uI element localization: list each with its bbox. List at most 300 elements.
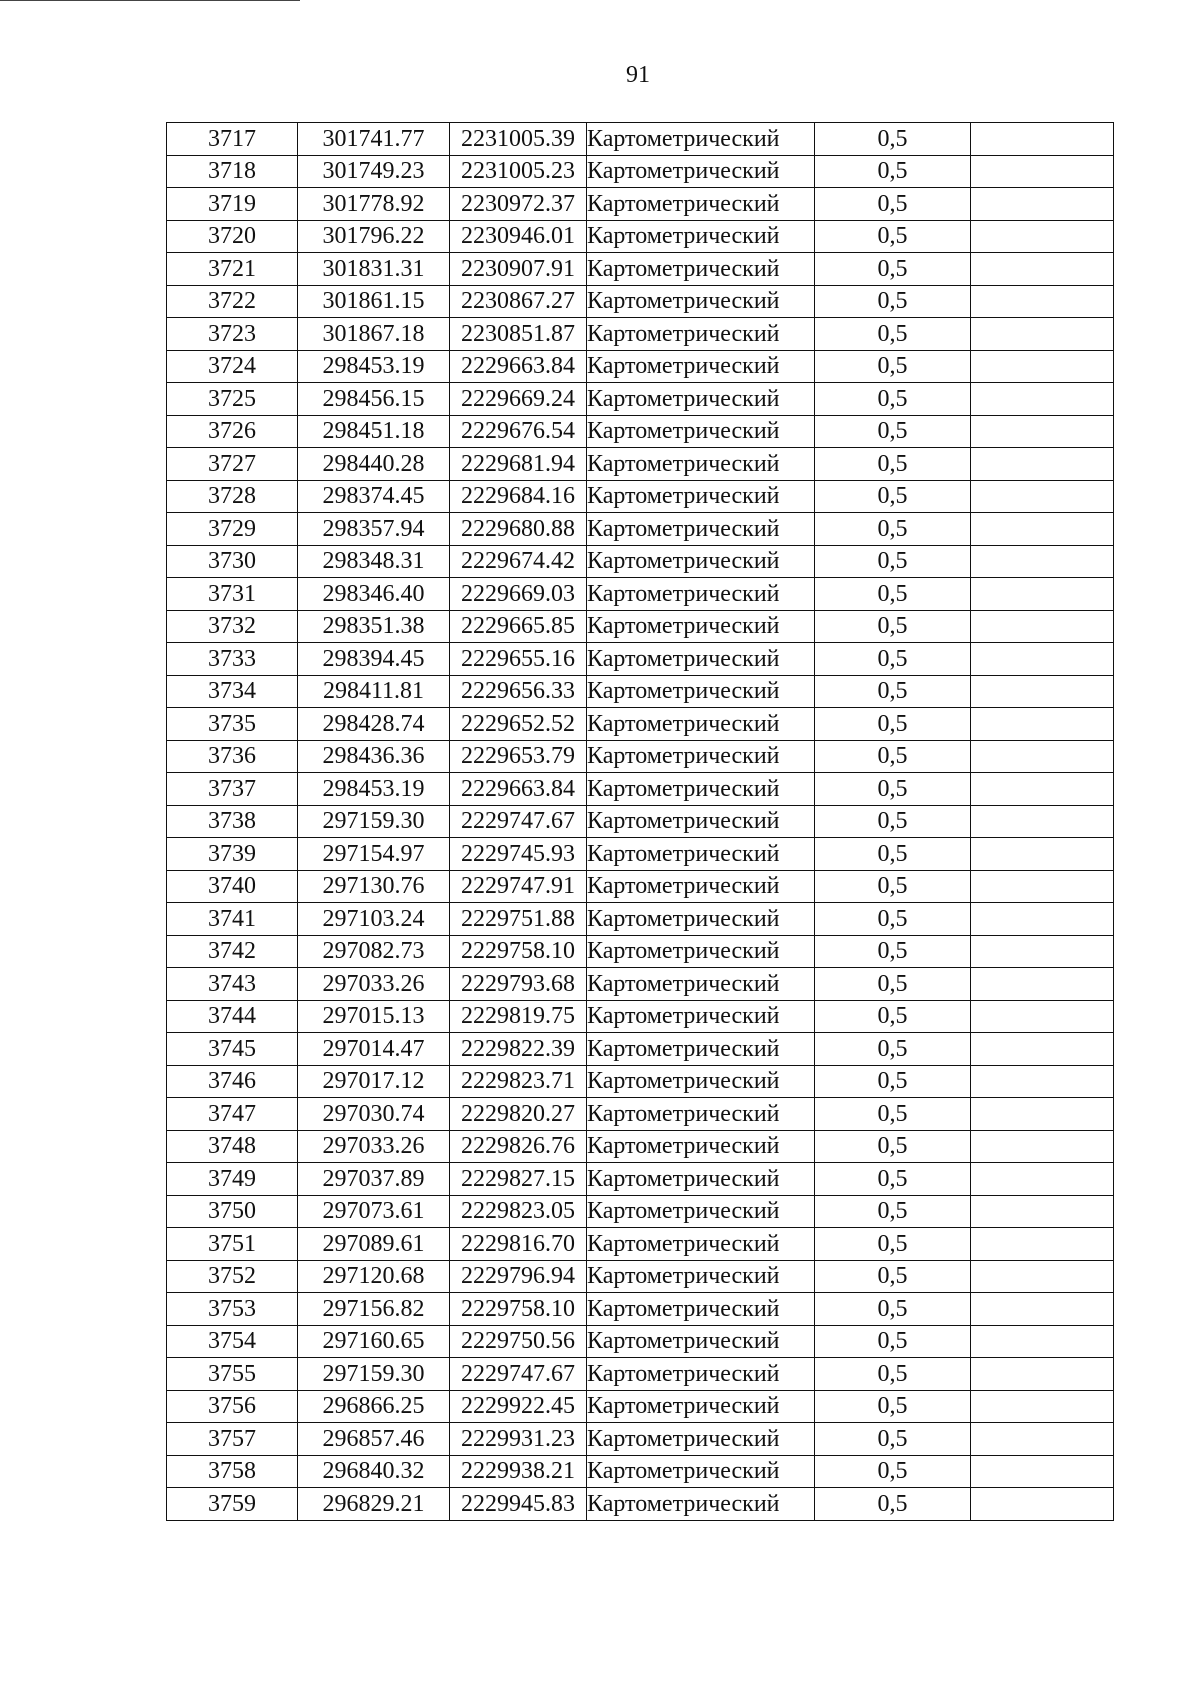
- empty-cell: [971, 415, 1114, 448]
- empty-cell: [971, 903, 1114, 936]
- accuracy-cell: 0,5: [815, 1488, 971, 1521]
- x-coordinate-cell: 298357.94: [298, 513, 450, 546]
- empty-cell: [971, 253, 1114, 286]
- point-number-cell: 3724: [167, 350, 298, 383]
- x-coordinate-cell: 297073.61: [298, 1195, 450, 1228]
- method-cell: Картометрический: [587, 1293, 815, 1326]
- empty-cell: [971, 513, 1114, 546]
- table-row: [167, 188, 1114, 221]
- accuracy-cell: 0,5: [815, 1293, 971, 1326]
- point-number-cell: 3726: [167, 415, 298, 448]
- table-row: [167, 415, 1114, 448]
- method-cell: Картометрический: [587, 123, 815, 156]
- accuracy-cell: 0,5: [815, 1423, 971, 1456]
- y-coordinate-cell: 2229823.71: [450, 1065, 587, 1098]
- x-coordinate-cell: 298374.45: [298, 480, 450, 513]
- point-number-cell: 3741: [167, 903, 298, 936]
- accuracy-cell: 0,5: [815, 675, 971, 708]
- table-row: [167, 1000, 1114, 1033]
- accuracy-cell: 0,5: [815, 480, 971, 513]
- y-coordinate-cell: 2231005.39: [450, 123, 587, 156]
- y-coordinate-cell: 2229826.76: [450, 1130, 587, 1163]
- method-cell: Картометрический: [587, 318, 815, 351]
- y-coordinate-cell: 2229758.10: [450, 1293, 587, 1326]
- x-coordinate-cell: 301861.15: [298, 285, 450, 318]
- method-cell: Картометрический: [587, 350, 815, 383]
- method-cell: Картометрический: [587, 1065, 815, 1098]
- table-row: [167, 1358, 1114, 1391]
- point-number-cell: 3754: [167, 1325, 298, 1358]
- method-cell: Картометрический: [587, 1390, 815, 1423]
- empty-cell: [971, 1390, 1114, 1423]
- accuracy-cell: 0,5: [815, 1390, 971, 1423]
- point-number-cell: 3755: [167, 1358, 298, 1391]
- point-number-cell: 3725: [167, 383, 298, 416]
- point-number-cell: 3749: [167, 1163, 298, 1196]
- empty-cell: [971, 838, 1114, 871]
- method-cell: Картометрический: [587, 1358, 815, 1391]
- x-coordinate-cell: 301831.31: [298, 253, 450, 286]
- table-row: [167, 1098, 1114, 1131]
- accuracy-cell: 0,5: [815, 188, 971, 221]
- y-coordinate-cell: 2229747.67: [450, 1358, 587, 1391]
- x-coordinate-cell: 297017.12: [298, 1065, 450, 1098]
- accuracy-cell: 0,5: [815, 1163, 971, 1196]
- empty-cell: [971, 968, 1114, 1001]
- y-coordinate-cell: 2229676.54: [450, 415, 587, 448]
- x-coordinate-cell: 297033.26: [298, 968, 450, 1001]
- point-number-cell: 3717: [167, 123, 298, 156]
- table-row: [167, 1488, 1114, 1521]
- x-coordinate-cell: 296857.46: [298, 1423, 450, 1456]
- point-number-cell: 3756: [167, 1390, 298, 1423]
- y-coordinate-cell: 2229816.70: [450, 1228, 587, 1261]
- point-number-cell: 3737: [167, 773, 298, 806]
- empty-cell: [971, 480, 1114, 513]
- accuracy-cell: 0,5: [815, 708, 971, 741]
- empty-cell: [971, 1325, 1114, 1358]
- table-row: [167, 155, 1114, 188]
- point-number-cell: 3733: [167, 643, 298, 676]
- empty-cell: [971, 1260, 1114, 1293]
- empty-cell: [971, 1293, 1114, 1326]
- y-coordinate-cell: 2229684.16: [450, 480, 587, 513]
- accuracy-cell: 0,5: [815, 1228, 971, 1261]
- empty-cell: [971, 1455, 1114, 1488]
- table-row: [167, 805, 1114, 838]
- x-coordinate-cell: 301778.92: [298, 188, 450, 221]
- point-number-cell: 3736: [167, 740, 298, 773]
- method-cell: Картометрический: [587, 1195, 815, 1228]
- y-coordinate-cell: 2229665.85: [450, 610, 587, 643]
- accuracy-cell: 0,5: [815, 383, 971, 416]
- empty-cell: [971, 578, 1114, 611]
- accuracy-cell: 0,5: [815, 740, 971, 773]
- point-number-cell: 3727: [167, 448, 298, 481]
- point-number-cell: 3748: [167, 1130, 298, 1163]
- accuracy-cell: 0,5: [815, 578, 971, 611]
- y-coordinate-cell: 2229655.16: [450, 643, 587, 676]
- method-cell: Картометрический: [587, 740, 815, 773]
- point-number-cell: 3746: [167, 1065, 298, 1098]
- table-row: [167, 578, 1114, 611]
- empty-cell: [971, 123, 1114, 156]
- x-coordinate-cell: 298428.74: [298, 708, 450, 741]
- point-number-cell: 3731: [167, 578, 298, 611]
- table-row: [167, 350, 1114, 383]
- table-row: [167, 935, 1114, 968]
- empty-cell: [971, 1195, 1114, 1228]
- y-coordinate-cell: 2229653.79: [450, 740, 587, 773]
- empty-cell: [971, 545, 1114, 578]
- page-number: 91: [626, 62, 650, 88]
- accuracy-cell: 0,5: [815, 805, 971, 838]
- empty-cell: [971, 155, 1114, 188]
- accuracy-cell: 0,5: [815, 155, 971, 188]
- table-row: [167, 253, 1114, 286]
- method-cell: Картометрический: [587, 480, 815, 513]
- y-coordinate-cell: 2230867.27: [450, 285, 587, 318]
- table-row: [167, 545, 1114, 578]
- point-number-cell: 3752: [167, 1260, 298, 1293]
- table-row: [167, 675, 1114, 708]
- accuracy-cell: 0,5: [815, 285, 971, 318]
- accuracy-cell: 0,5: [815, 935, 971, 968]
- y-coordinate-cell: 2229747.91: [450, 870, 587, 903]
- empty-cell: [971, 740, 1114, 773]
- x-coordinate-cell: 298346.40: [298, 578, 450, 611]
- empty-cell: [971, 1163, 1114, 1196]
- accuracy-cell: 0,5: [815, 1033, 971, 1066]
- y-coordinate-cell: 2229663.84: [450, 773, 587, 806]
- method-cell: Картометрический: [587, 1423, 815, 1456]
- y-coordinate-cell: 2230972.37: [450, 188, 587, 221]
- table-row: [167, 1423, 1114, 1456]
- point-number-cell: 3743: [167, 968, 298, 1001]
- method-cell: Картометрический: [587, 773, 815, 806]
- accuracy-cell: 0,5: [815, 253, 971, 286]
- point-number-cell: 3735: [167, 708, 298, 741]
- table-row: [167, 1325, 1114, 1358]
- point-number-cell: 3753: [167, 1293, 298, 1326]
- method-cell: Картометрический: [587, 383, 815, 416]
- empty-cell: [971, 448, 1114, 481]
- table-row: [167, 1228, 1114, 1261]
- point-number-cell: 3738: [167, 805, 298, 838]
- y-coordinate-cell: 2229793.68: [450, 968, 587, 1001]
- method-cell: Картометрический: [587, 1163, 815, 1196]
- point-number-cell: 3758: [167, 1455, 298, 1488]
- x-coordinate-cell: 297159.30: [298, 805, 450, 838]
- method-cell: Картометрический: [587, 1325, 815, 1358]
- empty-cell: [971, 1033, 1114, 1066]
- table-row: [167, 285, 1114, 318]
- method-cell: Картометрический: [587, 1000, 815, 1033]
- x-coordinate-cell: 296866.25: [298, 1390, 450, 1423]
- point-number-cell: 3742: [167, 935, 298, 968]
- empty-cell: [971, 383, 1114, 416]
- accuracy-cell: 0,5: [815, 1195, 971, 1228]
- table-row: [167, 968, 1114, 1001]
- x-coordinate-cell: 301796.22: [298, 220, 450, 253]
- x-coordinate-cell: 297120.68: [298, 1260, 450, 1293]
- empty-cell: [971, 285, 1114, 318]
- method-cell: Картометрический: [587, 903, 815, 936]
- scan-edge-line: [0, 0, 300, 1]
- method-cell: Картометрический: [587, 155, 815, 188]
- x-coordinate-cell: 298348.31: [298, 545, 450, 578]
- x-coordinate-cell: 298456.15: [298, 383, 450, 416]
- point-number-cell: 3732: [167, 610, 298, 643]
- x-coordinate-cell: 297033.26: [298, 1130, 450, 1163]
- y-coordinate-cell: 2229820.27: [450, 1098, 587, 1131]
- table-row: [167, 220, 1114, 253]
- point-number-cell: 3729: [167, 513, 298, 546]
- y-coordinate-cell: 2229669.03: [450, 578, 587, 611]
- y-coordinate-cell: 2229681.94: [450, 448, 587, 481]
- point-number-cell: 3757: [167, 1423, 298, 1456]
- empty-cell: [971, 1488, 1114, 1521]
- point-number-cell: 3759: [167, 1488, 298, 1521]
- y-coordinate-cell: 2230851.87: [450, 318, 587, 351]
- empty-cell: [971, 870, 1114, 903]
- y-coordinate-cell: 2230907.91: [450, 253, 587, 286]
- table-row: [167, 1033, 1114, 1066]
- x-coordinate-cell: 297159.30: [298, 1358, 450, 1391]
- table-row: [167, 773, 1114, 806]
- accuracy-cell: 0,5: [815, 903, 971, 936]
- point-number-cell: 3728: [167, 480, 298, 513]
- method-cell: Картометрический: [587, 805, 815, 838]
- x-coordinate-cell: 301867.18: [298, 318, 450, 351]
- method-cell: Картометрический: [587, 1033, 815, 1066]
- point-number-cell: 3722: [167, 285, 298, 318]
- x-coordinate-cell: 297156.82: [298, 1293, 450, 1326]
- empty-cell: [971, 935, 1114, 968]
- y-coordinate-cell: 2230946.01: [450, 220, 587, 253]
- table-row: [167, 1455, 1114, 1488]
- x-coordinate-cell: 298351.38: [298, 610, 450, 643]
- point-number-cell: 3718: [167, 155, 298, 188]
- x-coordinate-cell: 297014.47: [298, 1033, 450, 1066]
- accuracy-cell: 0,5: [815, 545, 971, 578]
- method-cell: Картометрический: [587, 708, 815, 741]
- x-coordinate-cell: 298394.45: [298, 643, 450, 676]
- table-row: [167, 740, 1114, 773]
- point-number-cell: 3720: [167, 220, 298, 253]
- y-coordinate-cell: 2229669.24: [450, 383, 587, 416]
- empty-cell: [971, 805, 1114, 838]
- point-number-cell: 3750: [167, 1195, 298, 1228]
- method-cell: Картометрический: [587, 610, 815, 643]
- y-coordinate-cell: 2229674.42: [450, 545, 587, 578]
- x-coordinate-cell: 297160.65: [298, 1325, 450, 1358]
- accuracy-cell: 0,5: [815, 415, 971, 448]
- method-cell: Картометрический: [587, 285, 815, 318]
- method-cell: Картометрический: [587, 220, 815, 253]
- coordinates-table: [166, 122, 1114, 1521]
- accuracy-cell: 0,5: [815, 1260, 971, 1293]
- point-number-cell: 3734: [167, 675, 298, 708]
- method-cell: Картометрический: [587, 968, 815, 1001]
- empty-cell: [971, 708, 1114, 741]
- y-coordinate-cell: 2229652.52: [450, 708, 587, 741]
- accuracy-cell: 0,5: [815, 1130, 971, 1163]
- y-coordinate-cell: 2229656.33: [450, 675, 587, 708]
- empty-cell: [971, 1065, 1114, 1098]
- table-row: [167, 1130, 1114, 1163]
- method-cell: Картометрический: [587, 935, 815, 968]
- point-number-cell: 3739: [167, 838, 298, 871]
- accuracy-cell: 0,5: [815, 968, 971, 1001]
- table-row: [167, 1260, 1114, 1293]
- x-coordinate-cell: 297089.61: [298, 1228, 450, 1261]
- y-coordinate-cell: 2229922.45: [450, 1390, 587, 1423]
- table-row: [167, 1065, 1114, 1098]
- point-number-cell: 3745: [167, 1033, 298, 1066]
- table-row: [167, 643, 1114, 676]
- accuracy-cell: 0,5: [815, 1455, 971, 1488]
- x-coordinate-cell: 301749.23: [298, 155, 450, 188]
- point-number-cell: 3740: [167, 870, 298, 903]
- point-number-cell: 3723: [167, 318, 298, 351]
- y-coordinate-cell: 2229796.94: [450, 1260, 587, 1293]
- x-coordinate-cell: 297154.97: [298, 838, 450, 871]
- x-coordinate-cell: 298411.81: [298, 675, 450, 708]
- accuracy-cell: 0,5: [815, 1000, 971, 1033]
- y-coordinate-cell: 2229819.75: [450, 1000, 587, 1033]
- point-number-cell: 3751: [167, 1228, 298, 1261]
- table-row: [167, 318, 1114, 351]
- table-row: [167, 838, 1114, 871]
- accuracy-cell: 0,5: [815, 1065, 971, 1098]
- empty-cell: [971, 1423, 1114, 1456]
- accuracy-cell: 0,5: [815, 350, 971, 383]
- method-cell: Картометрический: [587, 838, 815, 871]
- empty-cell: [971, 1358, 1114, 1391]
- accuracy-cell: 0,5: [815, 1098, 971, 1131]
- y-coordinate-cell: 2229663.84: [450, 350, 587, 383]
- empty-cell: [971, 350, 1114, 383]
- method-cell: Картометрический: [587, 1488, 815, 1521]
- x-coordinate-cell: 298436.36: [298, 740, 450, 773]
- y-coordinate-cell: 2229938.21: [450, 1455, 587, 1488]
- method-cell: Картометрический: [587, 448, 815, 481]
- y-coordinate-cell: 2229827.15: [450, 1163, 587, 1196]
- table-row: [167, 1293, 1114, 1326]
- accuracy-cell: 0,5: [815, 318, 971, 351]
- empty-cell: [971, 1130, 1114, 1163]
- point-number-cell: 3747: [167, 1098, 298, 1131]
- method-cell: Картометрический: [587, 545, 815, 578]
- table-row: [167, 903, 1114, 936]
- point-number-cell: 3744: [167, 1000, 298, 1033]
- method-cell: Картометрический: [587, 643, 815, 676]
- table-row: [167, 708, 1114, 741]
- y-coordinate-cell: 2229745.93: [450, 838, 587, 871]
- method-cell: Картометрический: [587, 188, 815, 221]
- empty-cell: [971, 773, 1114, 806]
- x-coordinate-cell: 298451.18: [298, 415, 450, 448]
- method-cell: Картометрический: [587, 415, 815, 448]
- method-cell: Картометрический: [587, 870, 815, 903]
- table-row: [167, 610, 1114, 643]
- x-coordinate-cell: 298453.19: [298, 773, 450, 806]
- y-coordinate-cell: 2229680.88: [450, 513, 587, 546]
- y-coordinate-cell: 2229823.05: [450, 1195, 587, 1228]
- y-coordinate-cell: 2229822.39: [450, 1033, 587, 1066]
- x-coordinate-cell: 297103.24: [298, 903, 450, 936]
- table-row: [167, 513, 1114, 546]
- point-number-cell: 3730: [167, 545, 298, 578]
- empty-cell: [971, 188, 1114, 221]
- table-row: [167, 1390, 1114, 1423]
- method-cell: Картометрический: [587, 1260, 815, 1293]
- method-cell: Картометрический: [587, 1098, 815, 1131]
- accuracy-cell: 0,5: [815, 1325, 971, 1358]
- method-cell: Картометрический: [587, 578, 815, 611]
- x-coordinate-cell: 301741.77: [298, 123, 450, 156]
- empty-cell: [971, 610, 1114, 643]
- y-coordinate-cell: 2231005.23: [450, 155, 587, 188]
- accuracy-cell: 0,5: [815, 220, 971, 253]
- accuracy-cell: 0,5: [815, 643, 971, 676]
- method-cell: Картометрический: [587, 253, 815, 286]
- x-coordinate-cell: 297037.89: [298, 1163, 450, 1196]
- point-number-cell: 3719: [167, 188, 298, 221]
- x-coordinate-cell: 298453.19: [298, 350, 450, 383]
- empty-cell: [971, 643, 1114, 676]
- x-coordinate-cell: 297015.13: [298, 1000, 450, 1033]
- empty-cell: [971, 1098, 1114, 1131]
- table-row: [167, 448, 1114, 481]
- x-coordinate-cell: 296840.32: [298, 1455, 450, 1488]
- table-row: [167, 123, 1114, 156]
- x-coordinate-cell: 296829.21: [298, 1488, 450, 1521]
- x-coordinate-cell: 297030.74: [298, 1098, 450, 1131]
- method-cell: Картометрический: [587, 513, 815, 546]
- accuracy-cell: 0,5: [815, 123, 971, 156]
- table-row: [167, 383, 1114, 416]
- x-coordinate-cell: 297082.73: [298, 935, 450, 968]
- coordinates-table-body: [167, 123, 1114, 1521]
- y-coordinate-cell: 2229758.10: [450, 935, 587, 968]
- y-coordinate-cell: 2229931.23: [450, 1423, 587, 1456]
- accuracy-cell: 0,5: [815, 838, 971, 871]
- empty-cell: [971, 675, 1114, 708]
- y-coordinate-cell: 2229747.67: [450, 805, 587, 838]
- accuracy-cell: 0,5: [815, 1358, 971, 1391]
- y-coordinate-cell: 2229751.88: [450, 903, 587, 936]
- method-cell: Картометрический: [587, 1455, 815, 1488]
- table-row: [167, 480, 1114, 513]
- method-cell: Картометрический: [587, 675, 815, 708]
- table-row: [167, 870, 1114, 903]
- accuracy-cell: 0,5: [815, 773, 971, 806]
- empty-cell: [971, 220, 1114, 253]
- empty-cell: [971, 318, 1114, 351]
- accuracy-cell: 0,5: [815, 870, 971, 903]
- point-number-cell: 3721: [167, 253, 298, 286]
- x-coordinate-cell: 297130.76: [298, 870, 450, 903]
- accuracy-cell: 0,5: [815, 513, 971, 546]
- empty-cell: [971, 1228, 1114, 1261]
- method-cell: Картометрический: [587, 1228, 815, 1261]
- x-coordinate-cell: 298440.28: [298, 448, 450, 481]
- y-coordinate-cell: 2229750.56: [450, 1325, 587, 1358]
- y-coordinate-cell: 2229945.83: [450, 1488, 587, 1521]
- accuracy-cell: 0,5: [815, 610, 971, 643]
